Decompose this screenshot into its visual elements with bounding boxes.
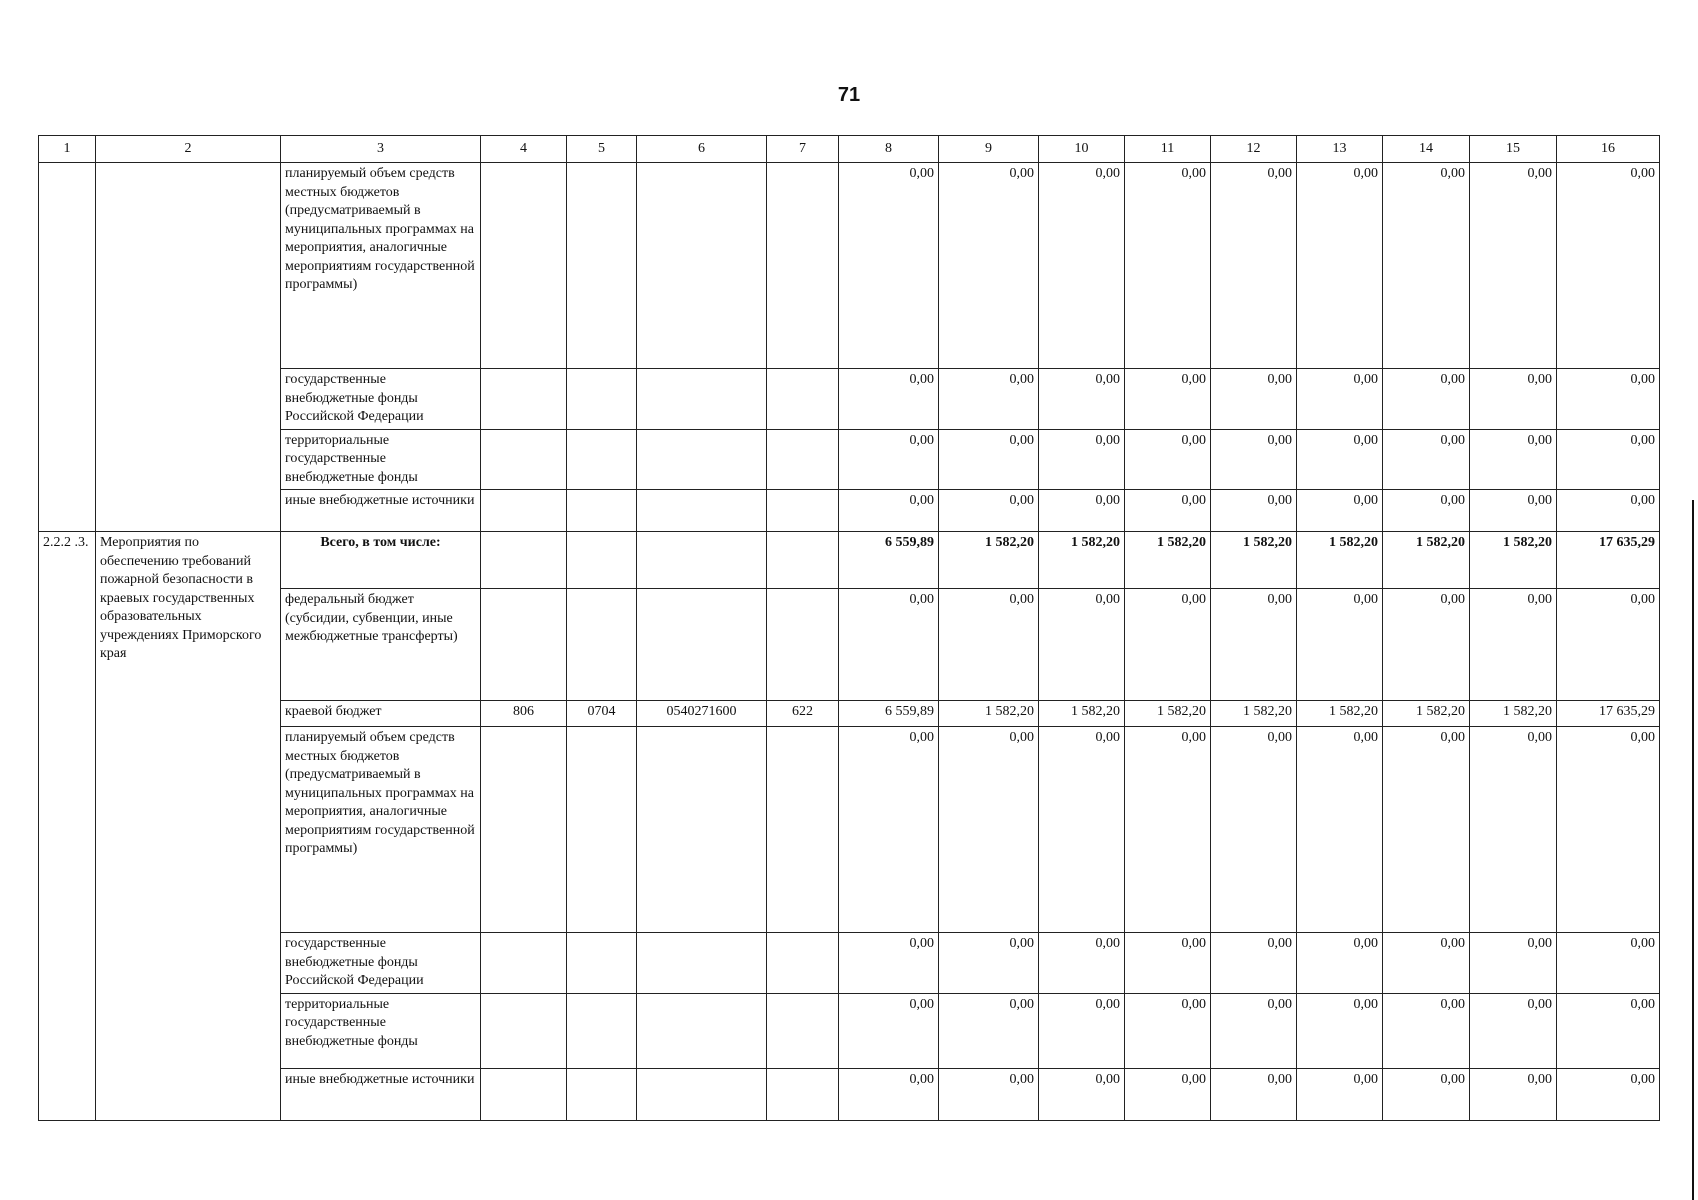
- amount-cell: 0,00: [1470, 727, 1557, 933]
- table-row: [39, 1068, 1660, 1120]
- funding-source-cell: краевой бюджет: [281, 701, 481, 727]
- amount-cell: 0,00: [839, 589, 939, 701]
- table-row: [39, 163, 1660, 369]
- code-cell: [567, 490, 637, 532]
- amount-cell: 0,00: [1297, 490, 1383, 532]
- column-header: 11: [1125, 136, 1211, 163]
- amount-cell: 0,00: [939, 490, 1039, 532]
- amount-cell: 0,00: [1125, 993, 1211, 1068]
- amount-cell: 0,00: [1557, 1068, 1660, 1120]
- amount-cell: 1 582,20: [1297, 701, 1383, 727]
- amount-cell: 0,00: [939, 429, 1039, 490]
- amount-cell: 0,00: [1039, 1068, 1125, 1120]
- column-header: 14: [1383, 136, 1470, 163]
- amount-cell: 0,00: [1125, 589, 1211, 701]
- amount-cell: 0,00: [1125, 429, 1211, 490]
- funding-source-cell: планируемый объем средств местных бюджетов (предусматриваемый в муниципальных программах на мероприятия, аналогичные мероприятиям государственной программы): [281, 727, 481, 933]
- amount-cell: 6 559,89: [839, 532, 939, 589]
- code-cell: [767, 532, 839, 589]
- amount-cell: 0,00: [1039, 163, 1125, 369]
- amount-cell: 0,00: [839, 1068, 939, 1120]
- table-row: [39, 369, 1660, 430]
- column-header: 16: [1557, 136, 1660, 163]
- code-cell: [637, 1068, 767, 1120]
- amount-cell: 0,00: [1125, 163, 1211, 369]
- amount-cell: 0,00: [1125, 727, 1211, 933]
- code-cell: [481, 369, 567, 430]
- amount-cell: 0,00: [839, 993, 939, 1068]
- code-cell: [637, 727, 767, 933]
- code-cell: [567, 429, 637, 490]
- amount-cell: 1 582,20: [1297, 532, 1383, 589]
- funding-source-cell: территориальные государственные внебюджетные фонды: [281, 429, 481, 490]
- amount-cell: 0,00: [939, 993, 1039, 1068]
- amount-cell: 0,00: [1557, 993, 1660, 1068]
- amount-cell: 0,00: [1039, 589, 1125, 701]
- table-row: [39, 727, 1660, 933]
- admin-code-cell: 806: [481, 701, 567, 727]
- amount-cell: 0,00: [1383, 163, 1470, 369]
- measure-name-cell: [96, 163, 281, 532]
- budget-table: [38, 135, 1660, 1121]
- amount-cell: 0,00: [1125, 490, 1211, 532]
- row-number-cell: [39, 163, 96, 532]
- funding-source-cell: государственные внебюджетные фонды Российской Федерации: [281, 369, 481, 430]
- amount-cell: 17 635,29: [1557, 701, 1660, 727]
- amount-cell: 0,00: [1039, 429, 1125, 490]
- table-row: [39, 701, 1660, 727]
- expense-type-cell: 622: [767, 701, 839, 727]
- funding-source-cell: федеральный бюджет (субсидии, субвенции, иные межбюджетные трансферты): [281, 589, 481, 701]
- amount-cell: 1 582,20: [1470, 532, 1557, 589]
- amount-cell: 0,00: [939, 933, 1039, 994]
- amount-cell: 0,00: [839, 933, 939, 994]
- amount-cell: 1 582,20: [1470, 701, 1557, 727]
- amount-cell: 0,00: [1297, 163, 1383, 369]
- row-number-cell: 2.2.2 .3.: [39, 532, 96, 1121]
- funding-source-cell: территориальные государственные внебюджетные фонды: [281, 993, 481, 1068]
- header-row: [39, 136, 1660, 163]
- code-cell: [637, 532, 767, 589]
- target-article-cell: 0540271600: [637, 701, 767, 727]
- code-cell: [637, 163, 767, 369]
- code-cell: [481, 490, 567, 532]
- amount-cell: 0,00: [1039, 993, 1125, 1068]
- amount-cell: 1 582,20: [939, 532, 1039, 589]
- amount-cell: 0,00: [1211, 1068, 1297, 1120]
- amount-cell: 0,00: [1383, 933, 1470, 994]
- amount-cell: 0,00: [1039, 490, 1125, 532]
- amount-cell: 0,00: [1557, 369, 1660, 430]
- amount-cell: 0,00: [1470, 369, 1557, 430]
- table-row: [39, 589, 1660, 701]
- code-cell: [637, 993, 767, 1068]
- code-cell: [567, 369, 637, 430]
- amount-cell: 0,00: [1211, 727, 1297, 933]
- code-cell: [481, 589, 567, 701]
- amount-cell: 0,00: [1383, 490, 1470, 532]
- amount-cell: 0,00: [1211, 993, 1297, 1068]
- code-cell: [767, 993, 839, 1068]
- code-cell: [481, 993, 567, 1068]
- column-header: 13: [1297, 136, 1383, 163]
- amount-cell: 0,00: [839, 163, 939, 369]
- column-header: 7: [767, 136, 839, 163]
- amount-cell: 0,00: [839, 727, 939, 933]
- amount-cell: 0,00: [1383, 727, 1470, 933]
- amount-cell: 0,00: [939, 163, 1039, 369]
- column-header: 5: [567, 136, 637, 163]
- code-cell: [637, 369, 767, 430]
- code-cell: [767, 589, 839, 701]
- column-header: 8: [839, 136, 939, 163]
- amount-cell: 0,00: [1557, 589, 1660, 701]
- amount-cell: 0,00: [1557, 727, 1660, 933]
- amount-cell: 0,00: [1470, 490, 1557, 532]
- amount-cell: 0,00: [1297, 993, 1383, 1068]
- amount-cell: 0,00: [1297, 1068, 1383, 1120]
- code-cell: [567, 933, 637, 994]
- amount-cell: 0,00: [1557, 933, 1660, 994]
- amount-cell: 0,00: [1383, 589, 1470, 701]
- amount-cell: 0,00: [1125, 369, 1211, 430]
- amount-cell: 0,00: [1297, 727, 1383, 933]
- funding-source-cell: иные внебюджетные источники: [281, 1068, 481, 1120]
- amount-cell: 17 635,29: [1557, 532, 1660, 589]
- amount-cell: 1 582,20: [1211, 532, 1297, 589]
- code-cell: [767, 163, 839, 369]
- code-cell: [767, 933, 839, 994]
- table-row: [39, 429, 1660, 490]
- amount-cell: 0,00: [1297, 369, 1383, 430]
- column-header: 3: [281, 136, 481, 163]
- amount-cell: 0,00: [839, 490, 939, 532]
- amount-cell: 0,00: [1211, 163, 1297, 369]
- total-label-cell: Всего, в том числе:: [281, 532, 481, 589]
- code-cell: [567, 532, 637, 589]
- amount-cell: 0,00: [1383, 993, 1470, 1068]
- amount-cell: 0,00: [1383, 369, 1470, 430]
- code-cell: [567, 993, 637, 1068]
- amount-cell: 1 582,20: [1211, 701, 1297, 727]
- code-cell: [481, 1068, 567, 1120]
- amount-cell: 0,00: [1470, 429, 1557, 490]
- amount-cell: 0,00: [1470, 933, 1557, 994]
- amount-cell: 0,00: [1383, 1068, 1470, 1120]
- code-cell: [637, 490, 767, 532]
- code-cell: [637, 429, 767, 490]
- amount-cell: 0,00: [1297, 429, 1383, 490]
- amount-cell: 0,00: [1297, 589, 1383, 701]
- amount-cell: 0,00: [1470, 163, 1557, 369]
- column-header: 15: [1470, 136, 1557, 163]
- column-header: 12: [1211, 136, 1297, 163]
- table-row: [39, 993, 1660, 1068]
- table-row: [39, 490, 1660, 532]
- amount-cell: 0,00: [1039, 369, 1125, 430]
- code-cell: [767, 369, 839, 430]
- code-cell: [567, 589, 637, 701]
- funding-source-cell: планируемый объем средств местных бюджетов (предусматриваемый в муниципальных программах на мероприятия, аналогичные мероприятиям государственной программы): [281, 163, 481, 369]
- code-cell: [481, 532, 567, 589]
- code-cell: [481, 933, 567, 994]
- amount-cell: 0,00: [1557, 163, 1660, 369]
- amount-cell: 1 582,20: [1039, 532, 1125, 589]
- code-cell: [767, 727, 839, 933]
- funding-source-cell: государственные внебюджетные фонды Российской Федерации: [281, 933, 481, 994]
- funding-source-cell: иные внебюджетные источники: [281, 490, 481, 532]
- scan-edge-line: [1692, 500, 1694, 1200]
- amount-cell: 0,00: [1211, 429, 1297, 490]
- amount-cell: 0,00: [1211, 369, 1297, 430]
- amount-cell: 1 582,20: [1383, 701, 1470, 727]
- amount-cell: 0,00: [1557, 429, 1660, 490]
- section-code-cell: 0704: [567, 701, 637, 727]
- amount-cell: 0,00: [1470, 993, 1557, 1068]
- column-header: 9: [939, 136, 1039, 163]
- amount-cell: 0,00: [839, 429, 939, 490]
- amount-cell: 1 582,20: [1383, 532, 1470, 589]
- table-row: [39, 933, 1660, 994]
- code-cell: [481, 163, 567, 369]
- amount-cell: 0,00: [1557, 490, 1660, 532]
- amount-cell: 0,00: [1211, 589, 1297, 701]
- code-cell: [767, 490, 839, 532]
- amount-cell: 1 582,20: [1125, 532, 1211, 589]
- amount-cell: 0,00: [1125, 933, 1211, 994]
- amount-cell: 0,00: [1211, 933, 1297, 994]
- amount-cell: 0,00: [1211, 490, 1297, 532]
- amount-cell: 0,00: [1039, 933, 1125, 994]
- code-cell: [481, 429, 567, 490]
- code-cell: [767, 429, 839, 490]
- column-header: 4: [481, 136, 567, 163]
- amount-cell: 1 582,20: [939, 701, 1039, 727]
- amount-cell: 0,00: [1039, 727, 1125, 933]
- amount-cell: 0,00: [1470, 1068, 1557, 1120]
- column-header: 2: [96, 136, 281, 163]
- code-cell: [767, 1068, 839, 1120]
- amount-cell: 1 582,20: [1125, 701, 1211, 727]
- measure-name-cell: Мероприятия по обеспечению требований пожарной безопасности в краевых государственных образовательных учреждениях Приморского края: [96, 532, 281, 1121]
- table-row: [39, 532, 1660, 589]
- code-cell: [567, 1068, 637, 1120]
- amount-cell: 1 582,20: [1039, 701, 1125, 727]
- amount-cell: 0,00: [939, 589, 1039, 701]
- amount-cell: 0,00: [839, 369, 939, 430]
- amount-cell: 0,00: [939, 1068, 1039, 1120]
- column-header: 10: [1039, 136, 1125, 163]
- amount-cell: 0,00: [1470, 589, 1557, 701]
- amount-cell: 0,00: [1125, 1068, 1211, 1120]
- amount-cell: 6 559,89: [839, 701, 939, 727]
- amount-cell: 0,00: [1297, 933, 1383, 994]
- amount-cell: 0,00: [1383, 429, 1470, 490]
- code-cell: [567, 163, 637, 369]
- code-cell: [637, 589, 767, 701]
- code-cell: [481, 727, 567, 933]
- page-number: 71: [837, 84, 861, 106]
- column-header: 6: [637, 136, 767, 163]
- amount-cell: 0,00: [939, 727, 1039, 933]
- code-cell: [637, 933, 767, 994]
- code-cell: [567, 727, 637, 933]
- column-header: 1: [39, 136, 96, 163]
- amount-cell: 0,00: [939, 369, 1039, 430]
